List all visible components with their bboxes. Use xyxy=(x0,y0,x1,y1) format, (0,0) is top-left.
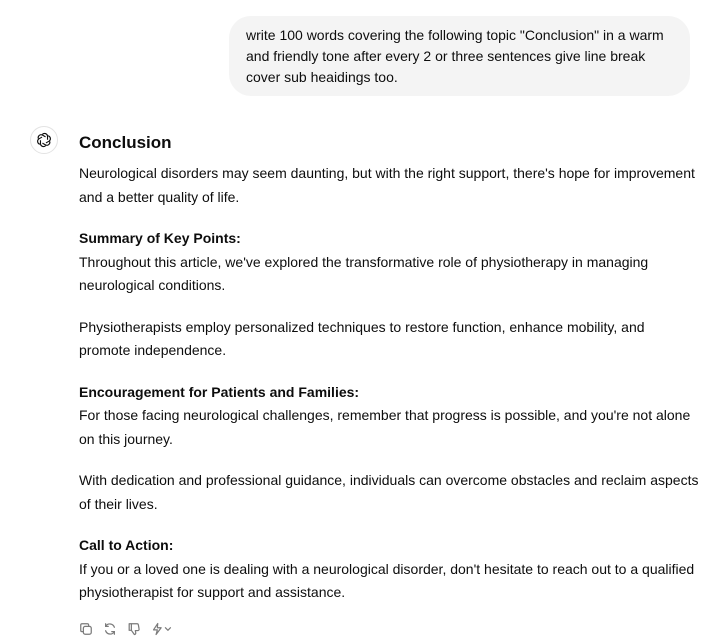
section-call-to-action xyxy=(79,534,699,605)
openai-logo-icon xyxy=(35,131,53,149)
message-actions xyxy=(78,620,174,638)
assistant-avatar xyxy=(30,126,58,154)
section-encouragement xyxy=(79,381,699,452)
section-paragraph: If you or a loved one is dealing with a neurological disorder, don't hesitate to reach out to a qualified physiotherapist for support and assistance. xyxy=(79,560,695,600)
user-message-text: write 100 words covering the following topic "Conclusion" in a warm and friendly tone after every 2 or three sentences give line break cover sub heaidings too. xyxy=(246,27,664,85)
section-title: Call to Action: xyxy=(79,537,174,553)
answer-intro: Neurological disorders may seem daunting, but with the right support, there's hope for improvement and a better quality of life. xyxy=(79,165,695,205)
sparkle-icon[interactable] xyxy=(150,621,174,637)
section-summary xyxy=(79,227,699,298)
thumbs-down-icon[interactable] xyxy=(126,621,142,637)
section-title: Summary of Key Points: xyxy=(79,230,241,246)
section-paragraph: For those facing neurological challenges, remember that progress is possible, and you're not alone on this journey. xyxy=(79,407,691,447)
copy-icon[interactable] xyxy=(78,621,94,637)
user-message-bubble xyxy=(229,16,690,96)
section-paragraph: Physiotherapists employ personalized techniques to restore function, enhance mobility, and promote independence. xyxy=(79,318,645,358)
section-paragraph-block xyxy=(79,316,699,363)
chevron-down-icon xyxy=(165,628,170,631)
answer-heading: Conclusion xyxy=(79,133,172,152)
regenerate-icon[interactable] xyxy=(102,621,118,637)
section-paragraph-block xyxy=(79,469,699,516)
section-paragraph: With dedication and professional guidance, individuals can overcome obstacles and reclaim aspects of their lives. xyxy=(79,472,699,512)
section-title: Encouragement for Patients and Families: xyxy=(79,383,360,400)
assistant-message xyxy=(79,130,699,605)
section-paragraph: Throughout this article, we've explored the transformative role of physiotherapy in managing neurological conditions. xyxy=(79,253,649,293)
